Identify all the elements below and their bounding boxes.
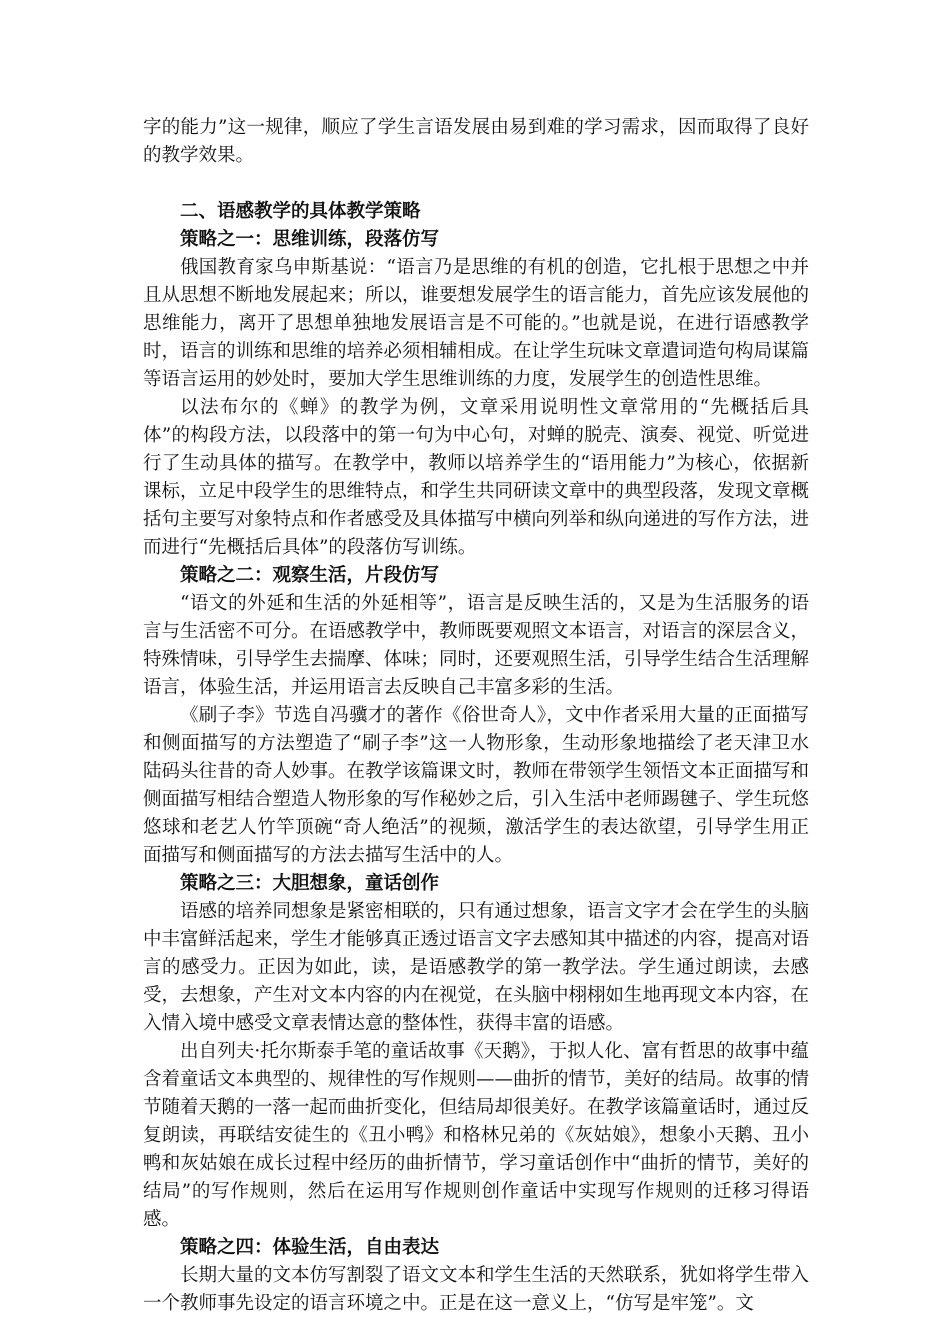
strategy-4-paragraph-1: 长期大量的文本仿写割裂了语文文本和学生生活的天然联系，犹如将学生带入一个教师事先设定的语言环境之中。正是在这一意义上，“仿写是牢笼”。文 bbox=[143, 1265, 810, 1314]
strategy-2-heading: 策略之二：观察生活，片段仿写 bbox=[180, 565, 440, 586]
strategy-1-paragraph-1: 俄国教育家乌申斯基说：“语言乃是思维的有机的创造，它扎根于思想之中并且从思想不断地发展起来；所以，谁要想发展学生的语言能力，首先应该发展他的思维能力，离开了思想单独地发展语言是不可能的。”也就是说，在进行语感教学时，语言的训练和思维的培养必须相辅相成。在让学生玩味文章遣词造句构局谋篇等语言运用的妙处时，要加大学生思维训练的力度，发展学生的创造性思维。 bbox=[143, 257, 810, 390]
intro-paragraph: 字的能力”这一规律，顺应了学生言语发展由易到难的学习需求，因而取得了良好的教学效果。 bbox=[143, 117, 809, 166]
document-page bbox=[143, 114, 809, 1318]
strategy-3-paragraph-1: 语感的培养同想象是紧密相联的，只有通过想象，语言文字才会在学生的头脑中丰富鲜活起来，学生才能够真正透过语言文字去感知其中描述的内容，提高对语言的感受力。正因为如此，读，是语感教学的第一教学法。学生通过朗读，去感受，去想象，产生对文本内容的内在视觉，在头脑中栩栩如生地再现文本内容，在入情入境中感受文章表情达意的整体性，获得丰富的语感。 bbox=[143, 901, 810, 1034]
section-heading: 二、语感教学的具体教学策略 bbox=[180, 201, 421, 222]
strategy-3-heading: 策略之三：大胆想象，童话创作 bbox=[180, 873, 440, 894]
paragraph-gap bbox=[143, 170, 809, 198]
strategy-1-paragraph-2: 以法布尔的《蝉》的教学为例，文章采用说明性文章常用的“先概括后具体”的构段方法，以段落中的第一句为中心句，对蝉的脱壳、演奏、视觉、听觉进行了生动具体的描写。在教学中，教师以培养学生的“语用能力”为核心，依据新课标，立足中段学生的思维特点，和学生共同研读文章中的典型段落，发现文章概括句主要写对象特点和作者感受及具体描写中横向列举和纵向递进的写作方法，进而进行“先概括后具体”的段落仿写训练。 bbox=[143, 397, 810, 558]
strategy-4-heading: 策略之四：体验生活，自由表达 bbox=[180, 1237, 440, 1258]
strategy-2-paragraph-2: 《刷子李》节选自冯骥才的著作《俗世奇人》，文中作者采用大量的正面描写和侧面描写的方法塑造了“刷子李”这一人物形象，生动形象地描绘了老天津卫水陆码头往昔的奇人妙事。在教学该篇课文时，教师在带领学生领悟文本正面描写和侧面描写相结合塑造人物形象的写作秘妙之后，引入生活中老师踢毽子、学生玩悠悠球和老艺人竹竿顶碗“奇人绝活”的视频，激活学生的表达欲望，引导学生用正面描写和侧面描写的方法去描写生活中的人。 bbox=[143, 705, 810, 866]
strategy-3-paragraph-2: 出自列夫·托尔斯泰手笔的童话故事《天鹅》，于拟人化、富有哲思的故事中蕴含着童话文本典型的、规律性的写作规则——曲折的情节，美好的结局。故事的情节随着天鹅的一落一起而曲折变化，但结局却很美好。在教学该篇童话时，通过反复朗读，再联结安徒生的《丑小鸭》和格林兄弟的《灰姑娘》，想象小天鹅、丑小鸭和灰姑娘在成长过程中经历的曲折情节，学习童话创作中“曲折的情节，美好的结局”的写作规则，然后在运用写作规则创作童话中实现写作规则的迁移习得语感。 bbox=[143, 1041, 810, 1230]
strategy-2-paragraph-1: “语文的外延和生活的外延相等”，语言是反映生活的，又是为生活服务的语言与生活密不可分。在语感教学中，教师既要观照文本语言，对语言的深层含义，特殊情味，引导学生去揣摩、体味；同时，还要观照生活，引导学生结合生活理解语言，体验生活，并运用语言去反映自己丰富多彩的生活。 bbox=[143, 593, 810, 698]
strategy-1-heading: 策略之一：思维训练，段落仿写 bbox=[180, 229, 440, 250]
